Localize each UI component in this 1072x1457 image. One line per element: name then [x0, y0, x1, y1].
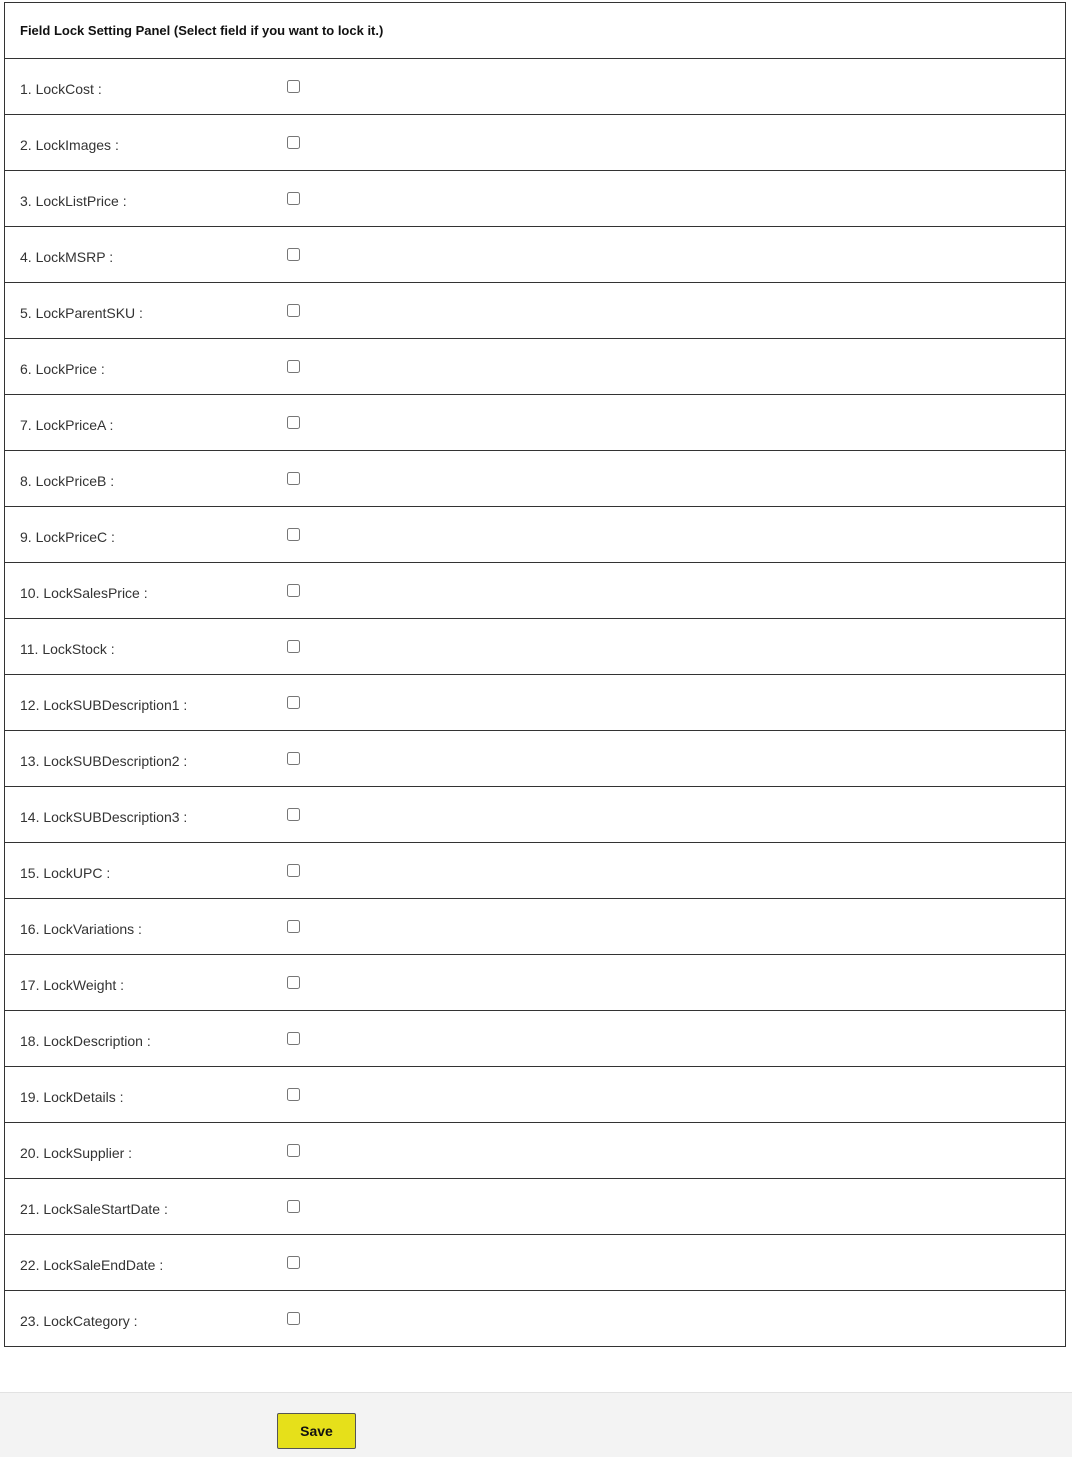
field-label: 10. LockSalesPrice :	[20, 585, 148, 601]
field-label: 9. LockPriceC :	[20, 529, 115, 545]
lock-checkbox[interactable]	[287, 976, 300, 989]
lock-checkbox[interactable]	[287, 752, 300, 765]
field-row	[5, 843, 1065, 899]
lock-checkbox[interactable]	[287, 864, 300, 877]
field-label: 16. LockVariations :	[20, 921, 142, 937]
field-row	[5, 787, 1065, 843]
field-label: 1. LockCost :	[20, 81, 102, 97]
field-label: 5. LockParentSKU :	[20, 305, 143, 321]
field-label: 21. LockSaleStartDate :	[20, 1201, 168, 1217]
field-row	[5, 283, 1065, 339]
field-row	[5, 1123, 1065, 1179]
field-row	[5, 675, 1065, 731]
field-label: 2. LockImages :	[20, 137, 119, 153]
field-row	[5, 1179, 1065, 1235]
lock-checkbox[interactable]	[287, 1088, 300, 1101]
field-label: 6. LockPrice :	[20, 361, 105, 377]
field-row	[5, 731, 1065, 787]
field-lock-panel	[4, 2, 1066, 1347]
field-row	[5, 1067, 1065, 1123]
lock-checkbox[interactable]	[287, 1200, 300, 1213]
field-label: 17. LockWeight :	[20, 977, 125, 993]
lock-checkbox[interactable]	[287, 304, 300, 317]
lock-checkbox[interactable]	[287, 920, 300, 933]
field-row	[5, 1235, 1065, 1291]
field-label: 19. LockDetails :	[20, 1089, 124, 1105]
lock-checkbox[interactable]	[287, 80, 300, 93]
lock-checkbox[interactable]	[287, 640, 300, 653]
panel-title: Field Lock Setting Panel (Select field if you want to lock it.)	[5, 3, 1065, 59]
lock-checkbox[interactable]	[287, 192, 300, 205]
field-list	[5, 59, 1065, 1346]
lock-checkbox[interactable]	[287, 136, 300, 149]
field-row	[5, 563, 1065, 619]
save-button[interactable]: Save	[277, 1413, 356, 1449]
lock-checkbox[interactable]	[287, 416, 300, 429]
field-row	[5, 1291, 1065, 1346]
field-label: 7. LockPriceA :	[20, 417, 114, 433]
field-label: 14. LockSUBDescription3 :	[20, 809, 188, 825]
field-row	[5, 395, 1065, 451]
field-row	[5, 115, 1065, 171]
field-label: 20. LockSupplier :	[20, 1145, 133, 1161]
field-label: 4. LockMSRP :	[20, 249, 114, 265]
field-label: 3. LockListPrice :	[20, 193, 127, 209]
lock-checkbox[interactable]	[287, 248, 300, 261]
field-row	[5, 59, 1065, 115]
field-row	[5, 955, 1065, 1011]
lock-checkbox[interactable]	[287, 360, 300, 373]
field-label: 13. LockSUBDescription2 :	[20, 753, 188, 769]
lock-checkbox[interactable]	[287, 528, 300, 541]
lock-checkbox[interactable]	[287, 1144, 300, 1157]
field-row	[5, 339, 1065, 395]
field-row	[5, 507, 1065, 563]
field-label: 11. LockStock :	[20, 641, 115, 657]
field-label: 22. LockSaleEndDate :	[20, 1257, 164, 1273]
footer-bar	[0, 1392, 1072, 1457]
field-label: 8. LockPriceB :	[20, 473, 115, 489]
field-row	[5, 1011, 1065, 1067]
field-label: 18. LockDescription :	[20, 1033, 151, 1049]
field-row	[5, 451, 1065, 507]
field-row	[5, 227, 1065, 283]
lock-checkbox[interactable]	[287, 472, 300, 485]
lock-checkbox[interactable]	[287, 808, 300, 821]
lock-checkbox[interactable]	[287, 1256, 300, 1269]
field-label: 23. LockCategory :	[20, 1313, 138, 1329]
field-row	[5, 171, 1065, 227]
lock-checkbox[interactable]	[287, 1312, 300, 1325]
lock-checkbox[interactable]	[287, 584, 300, 597]
field-row	[5, 619, 1065, 675]
lock-checkbox[interactable]	[287, 1032, 300, 1045]
field-row	[5, 899, 1065, 955]
lock-checkbox[interactable]	[287, 696, 300, 709]
field-label: 12. LockSUBDescription1 :	[20, 697, 188, 713]
field-label: 15. LockUPC :	[20, 865, 111, 881]
